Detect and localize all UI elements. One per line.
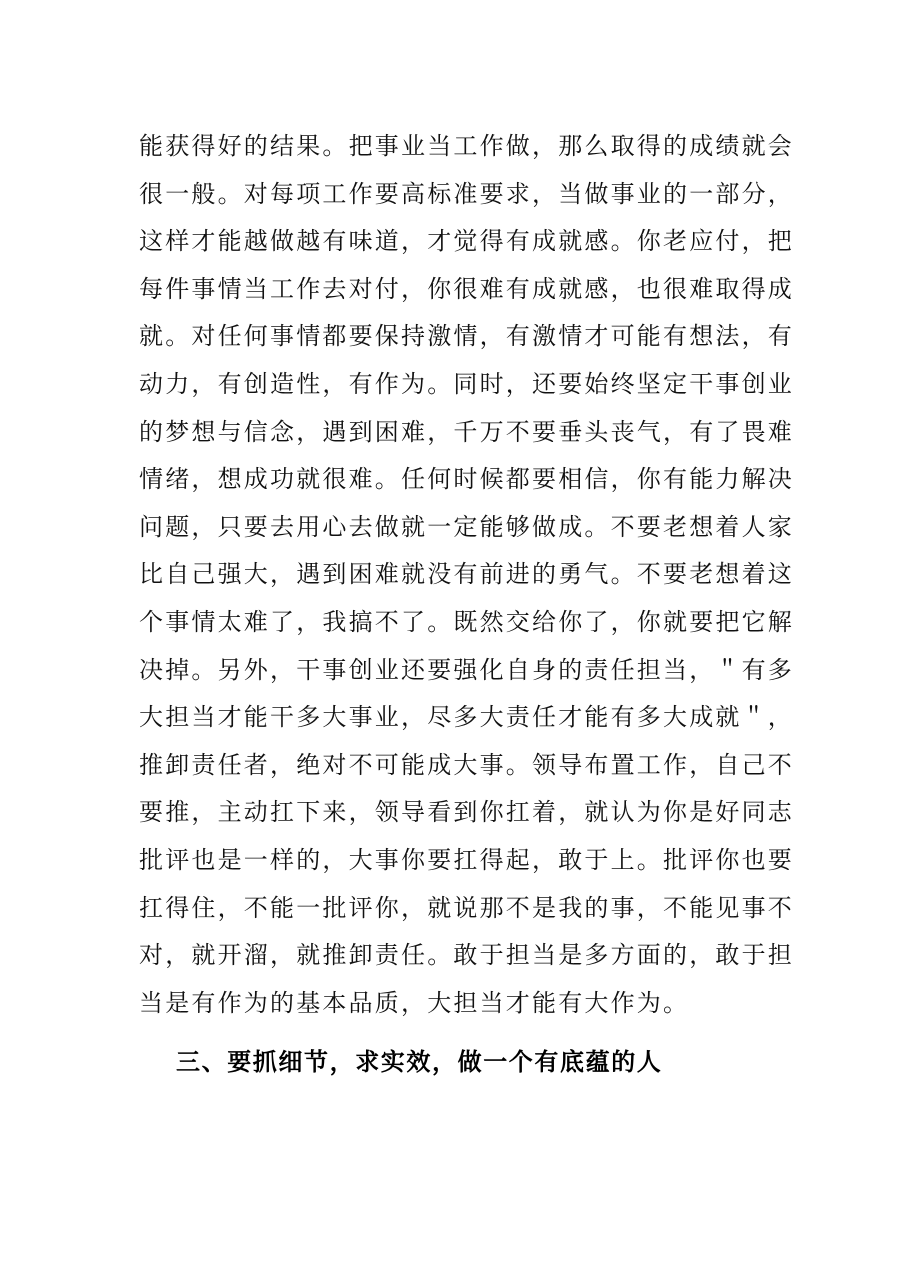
text-line: 就。对任何事情都要保持激情，有激情才可能有想法，有 bbox=[139, 322, 794, 351]
text-line: 批评也是一样的，大事你要扛得起，敢于上。批评你也要 bbox=[139, 845, 794, 874]
text-line: 当是有作为的基本品质，大担当才能有大作为。 bbox=[139, 988, 690, 1017]
text-line: 推卸责任者，绝对不可能成大事。领导布置工作，自己不 bbox=[139, 750, 794, 779]
text-line: 比自己强大，遇到困难就没有前进的勇气。不要老想着这 bbox=[139, 560, 794, 589]
text-line: 很一般。对每项工作要高标准要求，当做事业的一部分， bbox=[139, 179, 794, 208]
text-line: 大担当才能干多大事业，尽多大责任才能有多大成就＂， bbox=[139, 703, 794, 732]
text-line: 问题，只要去用心去做就一定能够做成。不要老想着人家 bbox=[139, 512, 794, 541]
text-line: 每件事情当工作去对付，你很难有成就感，也很难取得成 bbox=[139, 274, 794, 303]
text-line: 个事情太难了，我搞不了。既然交给你了，你就要把它解 bbox=[139, 607, 794, 636]
text-line: 动力，有创造性，有作为。同时，还要始终坚定干事创业 bbox=[139, 369, 794, 398]
text-line: 对，就开溜，就推卸责任。敢于担当是多方面的，敢于担 bbox=[139, 941, 794, 970]
text-line: 扛得住，不能一批评你，就说那不是我的事，不能见事不 bbox=[139, 893, 794, 922]
section-heading: 三、要抓细节，求实效，做一个有底蕴的人 bbox=[176, 1048, 663, 1076]
text-line: 能获得好的结果。把事业当工作做，那么取得的成绩就会 bbox=[139, 132, 794, 160]
text-line: 情绪，想成功就很难。任何时候都要相信，你有能力解决 bbox=[139, 465, 794, 494]
text-line: 要推，主动扛下来，领导看到你扛着，就认为你是好同志 bbox=[139, 798, 794, 827]
text-line: 这样才能越做越有味道，才觉得有成就感。你老应付，把 bbox=[139, 227, 794, 256]
text-line: 的梦想与信念，遇到困难，千万不要垂头丧气，有了畏难 bbox=[139, 417, 794, 446]
body-paragraph bbox=[139, 123, 794, 1027]
text-line: 决掉。另外，干事创业还要强化自身的责任担当，＂有多 bbox=[139, 655, 794, 684]
